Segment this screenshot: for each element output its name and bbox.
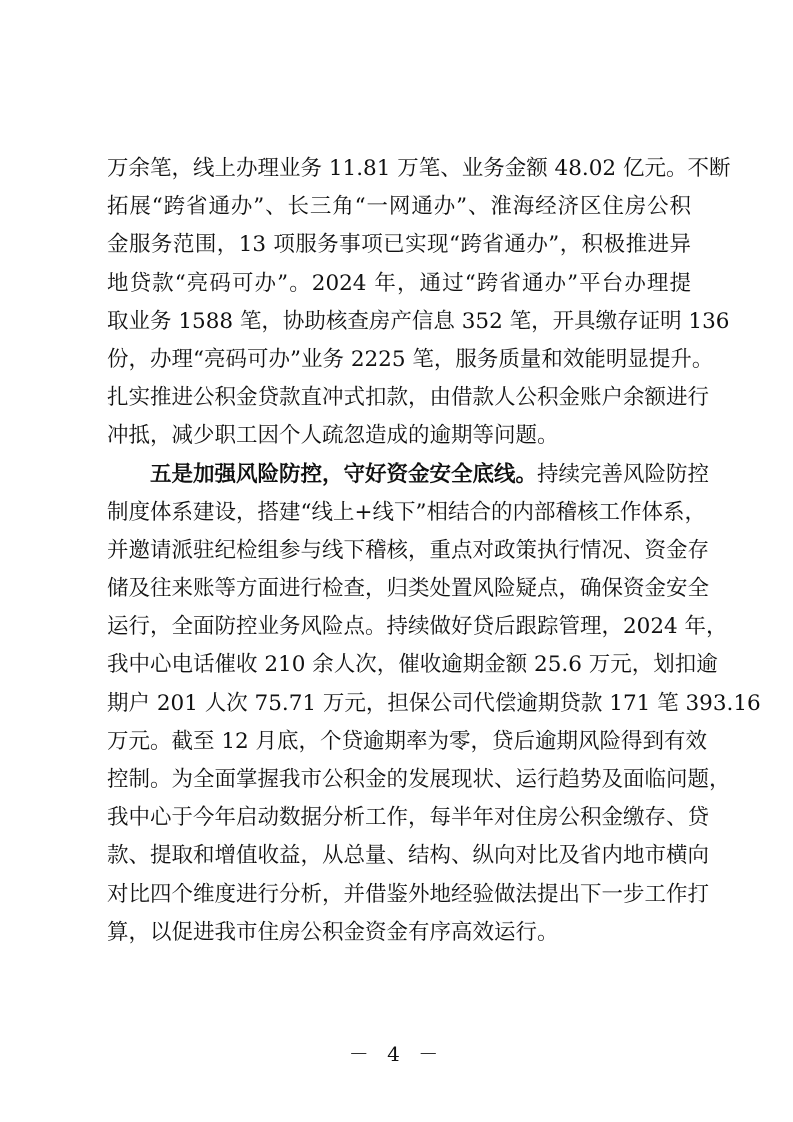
text-line: 款、提取和增值收益，从总量、结构、纵向对比及省内地市横向 [107, 843, 710, 869]
page-number: － 4 － [348, 1042, 445, 1066]
text-line: 储及往来账等方面进行检查，归类处置风险疑点，确保资金安全 [107, 576, 710, 602]
body-text [107, 150, 761, 952]
text-line: 控制。为全面掌握我市公积金的发展现状、运行趋势及面临问题， [107, 767, 731, 792]
text-line: 取业务 1588 笔，协助核查房产信息 352 笔，开具缴存证明 136 [107, 308, 730, 334]
heading-line-rest: 持续完善风险防控 [537, 461, 710, 487]
text-line: 并邀请派驻纪检组参与线下稽核，重点对政策执行情况、资金存 [107, 537, 710, 563]
text-line: 我中心于今年启动数据分析工作，每半年对住房公积金缴存、贷 [107, 805, 710, 831]
text-line: 运行，全面防控业务风险点。持续做好贷后跟踪管理，2024 年， [107, 614, 728, 640]
section-heading: 五是加强风险防控，守好资金安全底线。 [150, 461, 538, 487]
text-line: 万元。截至 12 月底，个贷逾期率为零，贷后逾期风险得到有效 [107, 728, 708, 754]
text-line: 我中心电话催收 210 余人次，催收逾期金额 25.6 万元，划扣逾 [107, 652, 718, 678]
text-line: 制度体系建设，搭建“线上+线下”相结合的内部稽核工作体系， [107, 499, 707, 525]
text-line: 扎实推进公积金贷款直冲式扣款，由借款人公积金账户余额进行 [107, 385, 710, 411]
text-line: 地贷款“亮码可办”。2024 年，通过“跨省通办”平台办理提 [107, 270, 691, 296]
paragraph-first-line [107, 456, 710, 494]
text-line: 金服务范围，13 项服务事项已实现“跨省通办”，积极推进异 [107, 232, 691, 258]
text-line: 期户 201 人次 75.71 万元，担保公司代偿逾期贷款 171 笔 393.16 [107, 690, 761, 716]
text-line: 算，以促进我市住房公积金资金有序高效运行。 [107, 919, 559, 945]
text-line: 拓展“跨省通办”、长三角“一网通办”、淮海经济区住房公积 [107, 194, 691, 220]
text-line: 对比四个维度进行分析，并借鉴外地经验做法提出下一步工作打 [107, 881, 710, 907]
text-line: 万余笔，线上办理业务 11.81 万笔、业务金额 48.02 亿元。不断 [107, 156, 731, 181]
text-line: 份，办理“亮码可办”业务 2225 笔，服务质量和效能明显提升。 [107, 346, 714, 372]
text-line: 冲抵，减少职工因个人疏忽造成的逾期等问题。 [107, 423, 559, 449]
